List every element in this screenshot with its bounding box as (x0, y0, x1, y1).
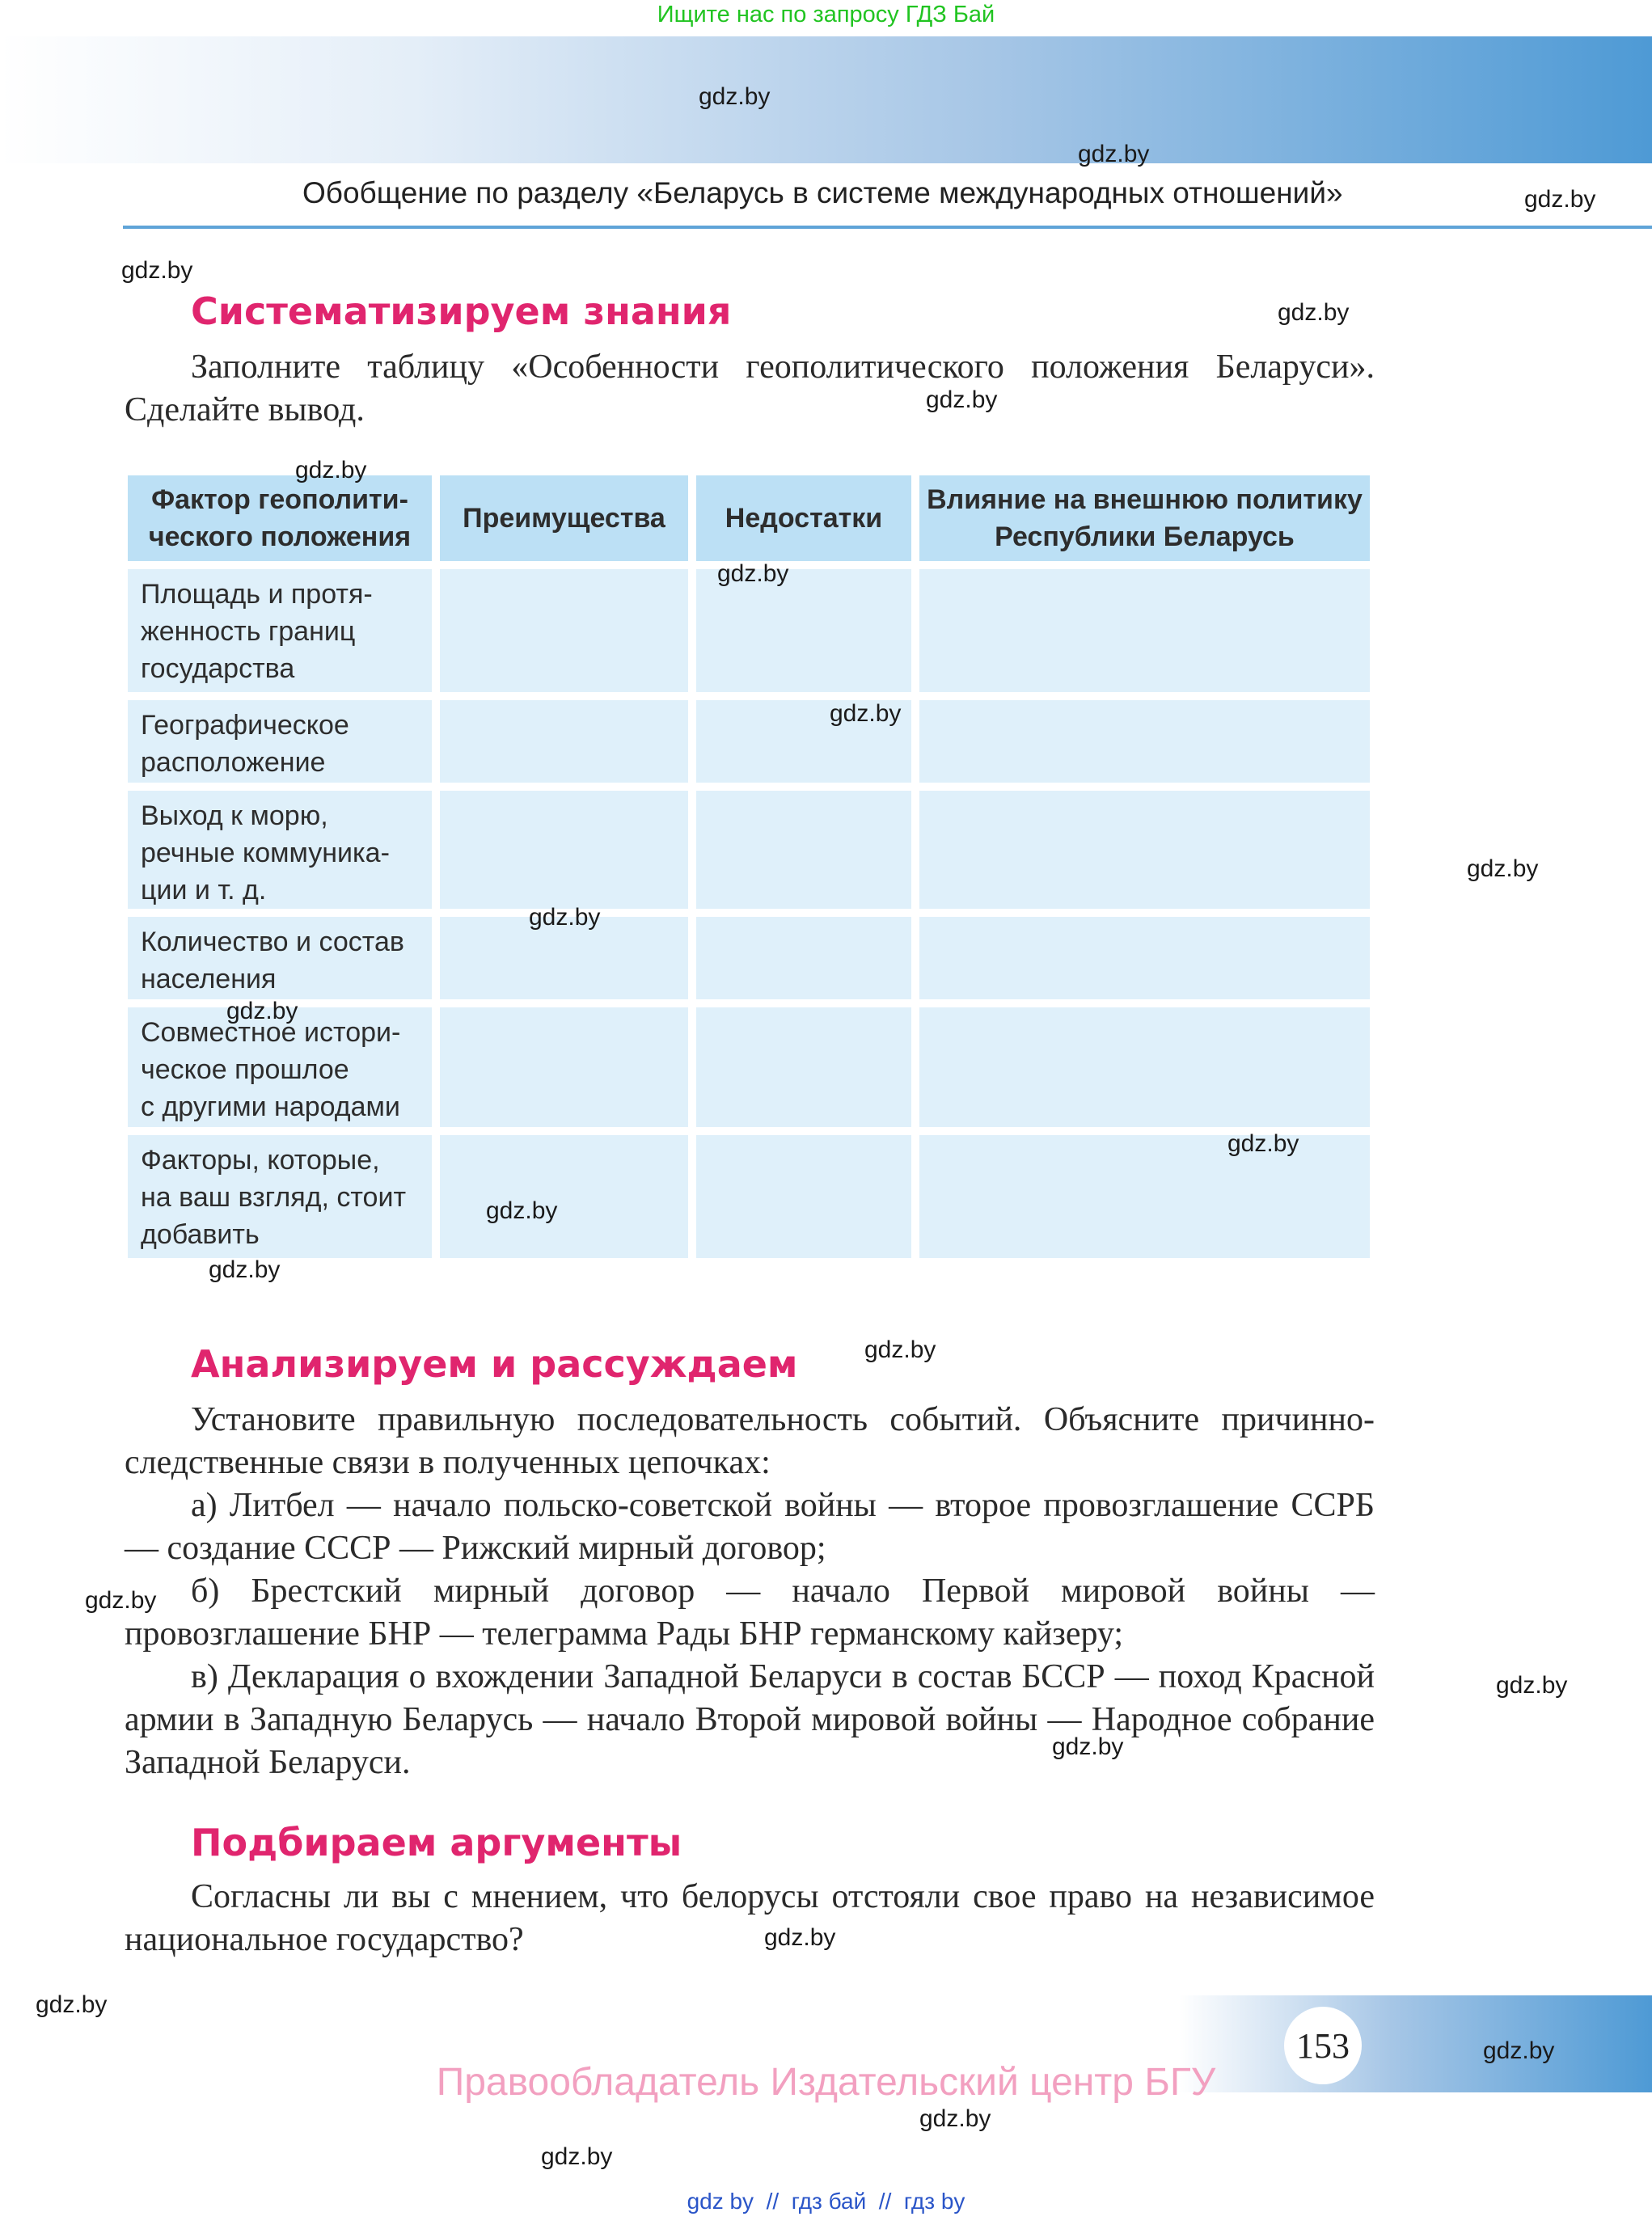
table-cell-empty (919, 917, 1370, 999)
watermark: gdz.by (1467, 855, 1539, 882)
table-cell-empty (696, 917, 911, 999)
header-banner (0, 36, 1652, 163)
table-cell-empty (440, 569, 688, 692)
task-text: Заполните таблицу «Особенности геополитического положения Беларуси». Сделайте вывод. (125, 348, 1375, 429)
section-title-arguments: Подбираем аргументы (191, 1821, 682, 1864)
watermark: gdz.by (36, 1991, 108, 2018)
section-text-analyze (125, 1399, 1375, 1784)
section-text-arguments (125, 1876, 1375, 1961)
table-row-factor: Совместное истори- ческое прошлое с другими народами (128, 1007, 432, 1127)
table-cell-empty (919, 791, 1370, 909)
watermark: gdz.by (226, 998, 298, 1024)
table-cell-empty (919, 700, 1370, 783)
table-cell-empty (440, 700, 688, 783)
watermark: gdz.by (1483, 2037, 1555, 2064)
watermark: gdz.by (541, 2143, 613, 2170)
table-cell-empty (440, 791, 688, 909)
table-cell-empty (440, 1135, 688, 1258)
table-header-advantages: Преимущества (440, 475, 688, 561)
watermark: gdz.by (1524, 186, 1596, 213)
table-header-disadvantages: Недостатки (696, 475, 911, 561)
watermark: gdz.by (864, 1336, 936, 1363)
footer-links: gdz by // гдз бай // гдз by (687, 2189, 965, 2214)
table-row-factor: Географическое расположение (128, 700, 432, 783)
watermark: gdz.by (209, 1256, 281, 1283)
table-cell-empty (696, 1135, 911, 1258)
watermark: gdz.by (830, 700, 902, 727)
header-divider (123, 226, 1652, 229)
watermark: gdz.by (486, 1197, 558, 1224)
table-row-factor: Выход к морю, речные коммуника- ции и т. д. (128, 791, 432, 909)
chain-item: б) Брестский мирный договор — начало Первой мировой войны — провозглашение БНР — телеграмма Рады БНР германскому кайзеру; (125, 1573, 1375, 1653)
rights-holder: Правообладатель Издательский центр БГУ (436, 2061, 1216, 2104)
watermark: gdz.by (529, 904, 601, 931)
table-row-factor: Площадь и протя- женность границ государства (128, 569, 432, 692)
running-header: Обобщение по разделу «Беларусь в системе международных отношений» (302, 176, 1343, 209)
table-row-factor: Факторы, которые, на ваш взгляд, стоит добавить (128, 1135, 432, 1258)
watermark: gdz.by (926, 386, 998, 413)
page-number: 153 (1284, 2007, 1362, 2084)
watermark: gdz.by (1052, 1733, 1124, 1760)
section-title-systematize: Систематизируем знания (191, 289, 732, 333)
watermark: gdz.by (699, 83, 771, 110)
table-cell-empty (696, 1007, 911, 1127)
section-title-analyze: Анализируем и рассуждаем (191, 1342, 798, 1386)
watermark: gdz.by (919, 2105, 991, 2132)
question-text: Согласны ли вы с мнением, что белорусы отстояли свое право на независимое национальное государство? (125, 1878, 1375, 1958)
watermark: gdz.by (1496, 1672, 1568, 1699)
section-text-systematize (125, 346, 1375, 432)
watermark: gdz.by (121, 257, 193, 284)
table-cell-empty (919, 1007, 1370, 1127)
watermark: gdz.by (1227, 1130, 1299, 1157)
watermark: gdz.by (764, 1924, 836, 1951)
chain-item: а) Литбел — начало польско-советской войны — второе провозглашение ССРБ — создание СССР — Рижский мирный договор; (125, 1487, 1375, 1567)
table-header-factor: Фактор геополити- ческого положения (128, 475, 432, 561)
table-header-influence: Влияние на внешнюю политику Республики Беларусь (919, 475, 1370, 561)
watermark: gdz.by (717, 560, 789, 587)
chain-item: в) Декларация о вхождении Западной Беларуси в состав БССР — поход Красной армии в Западную Беларусь — начало Второй мировой войны — Народное собрание Западной Беларуси. (125, 1658, 1375, 1781)
top-search-note: Ищите нас по запросу ГДЗ Бай (657, 2, 995, 27)
table-cell-empty (440, 1007, 688, 1127)
table-cell-empty (919, 1135, 1370, 1258)
watermark: gdz.by (1278, 299, 1350, 326)
geopolitics-table (128, 475, 1370, 1269)
table-row-factor: Количество и состав населения (128, 917, 432, 999)
watermark: gdz.by (85, 1587, 157, 1614)
watermark: gdz.by (1078, 141, 1150, 167)
table-cell-empty (919, 569, 1370, 692)
task-intro: Установите правильную последовательность событий. Объясните причинно-следственные связи в полученных цепочках: (125, 1401, 1375, 1481)
table-cell-empty (696, 791, 911, 909)
watermark: gdz.by (295, 457, 367, 483)
